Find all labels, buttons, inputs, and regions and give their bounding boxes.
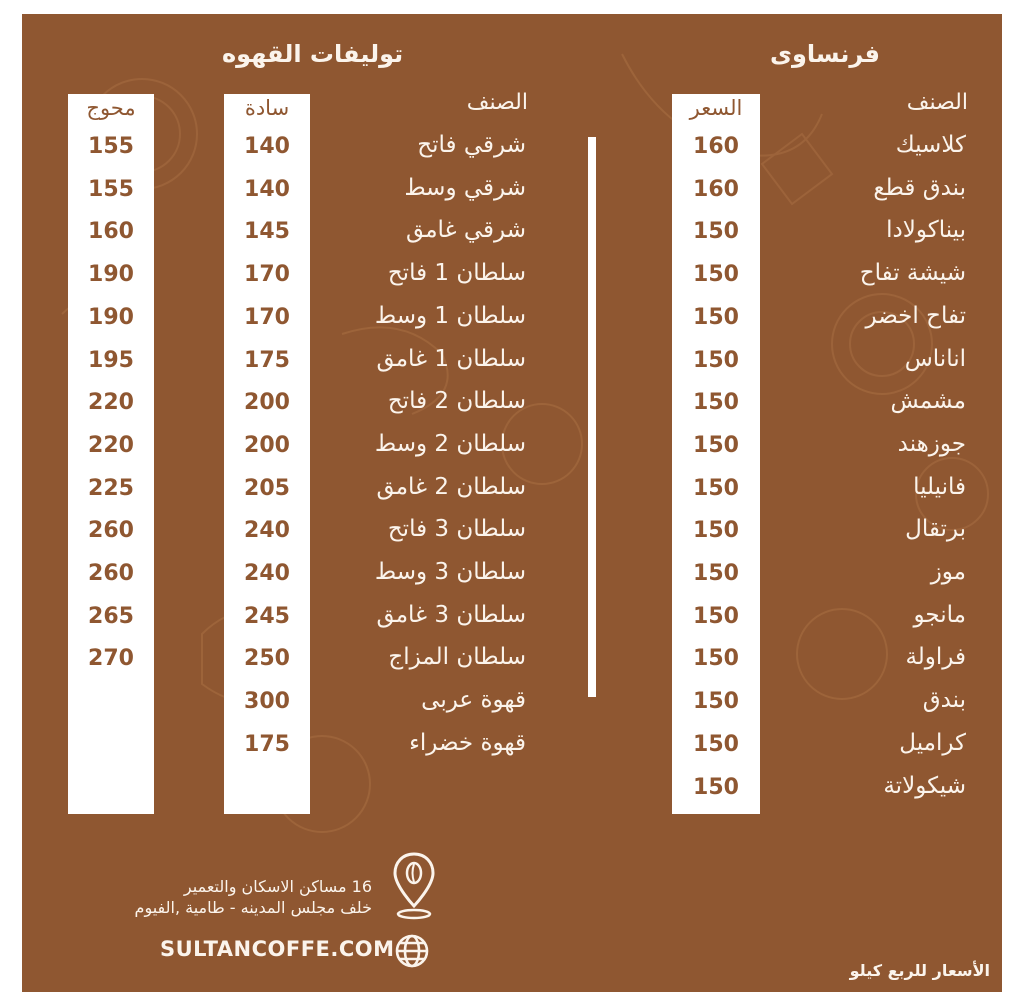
blends-section-title: توليفات القهوه	[222, 40, 404, 68]
french-item-name: تفاح اخضر	[865, 303, 966, 329]
french-item-name: كلاسيك	[895, 132, 966, 158]
french-item-price: 150	[693, 305, 739, 330]
blend-item-name: شرقي غامق	[406, 217, 526, 243]
french-item-name: شيشة تفاح	[859, 260, 966, 286]
french-item-name: مشمش	[890, 388, 966, 414]
french-item-name: فانيليا	[913, 474, 966, 500]
french-item-name: فراولة	[905, 644, 966, 670]
blend-item-name: سلطان 1 فاتح	[387, 260, 526, 286]
blend-plain-price: 175	[244, 348, 290, 373]
french-item-price: 150	[693, 775, 739, 800]
blend-spiced-price: 190	[88, 262, 134, 287]
blend-item-name: سلطان المزاج	[388, 644, 526, 670]
blend-plain-price: 300	[244, 689, 290, 714]
blend-spiced-price: 270	[88, 646, 134, 671]
french-item-price: 150	[693, 219, 739, 244]
blend-spiced-price: 220	[88, 390, 134, 415]
french-item-name: بندق	[922, 687, 966, 713]
blend-item-name: سلطان 2 فاتح	[387, 388, 526, 414]
french-item-name: بندق قطع	[873, 175, 966, 201]
french-item-price: 150	[693, 348, 739, 373]
french-item-price: 160	[693, 177, 739, 202]
french-item-price: 150	[693, 518, 739, 543]
french-item-name: اناناس	[904, 346, 966, 372]
blend-plain-price: 170	[244, 262, 290, 287]
blend-item-name: سلطان 2 غامق	[376, 474, 526, 500]
french-item-price: 160	[693, 134, 739, 159]
blend-spiced-price: 155	[88, 134, 134, 159]
french-item-name: شيكولاتة	[883, 773, 966, 799]
french-section-title: فرنساوى	[769, 40, 880, 68]
blend-spiced-price: 260	[88, 518, 134, 543]
blend-spiced-price: 265	[88, 604, 134, 629]
blend-plain-price: 140	[244, 134, 290, 159]
blend-spiced-price: 160	[88, 219, 134, 244]
blend-plain-price: 145	[244, 219, 290, 244]
french-item-name: موز	[930, 559, 966, 585]
french-item-price: 150	[693, 646, 739, 671]
french-item-price: 150	[693, 604, 739, 629]
blend-plain-price: 245	[244, 604, 290, 629]
blend-item-name: قهوة عربى	[421, 687, 526, 713]
plain-header: سادة	[244, 96, 290, 120]
blend-plain-price: 175	[244, 732, 290, 757]
french-price-header: السعر	[689, 96, 743, 120]
address-line-1: 16 مساكن الاسكان والتعمير	[183, 877, 372, 896]
blend-plain-price: 205	[244, 476, 290, 501]
french-item-name: كراميل	[899, 730, 966, 756]
vertical-divider	[588, 137, 596, 697]
french-item-name: مانجو	[913, 602, 966, 628]
blend-spiced-price: 190	[88, 305, 134, 330]
french-name-header: الصنف	[906, 90, 968, 115]
blend-plain-price: 240	[244, 518, 290, 543]
address-line-2: خلف مجلس المدينه - طامية ,الفيوم	[134, 898, 372, 917]
menu-page	[22, 14, 1002, 992]
blend-spiced-price: 225	[88, 476, 134, 501]
blend-item-name: شرقي فاتح	[417, 132, 526, 158]
blend-item-name: شرقي وسط	[404, 175, 526, 201]
blend-spiced-price: 220	[88, 433, 134, 458]
blend-spiced-price: 155	[88, 177, 134, 202]
french-item-price: 150	[693, 732, 739, 757]
blend-item-name: سلطان 1 وسط	[374, 303, 526, 329]
website-link[interactable]: SULTANCOFFE.COM	[160, 937, 395, 961]
blend-plain-price: 200	[244, 390, 290, 415]
blend-item-name: قهوة خضراء	[409, 730, 526, 756]
blend-plain-price: 240	[244, 561, 290, 586]
globe-icon	[394, 933, 430, 969]
french-item-name: برتقال	[905, 516, 966, 542]
blend-spiced-price: 260	[88, 561, 134, 586]
spiced-header: محوج	[86, 96, 136, 120]
blend-item-name: سلطان 3 غامق	[376, 602, 526, 628]
blend-plain-price: 250	[244, 646, 290, 671]
french-item-name: بيناكولادا	[886, 217, 966, 243]
blends-name-header: الصنف	[466, 90, 528, 115]
french-item-price: 150	[693, 689, 739, 714]
french-item-price: 150	[693, 390, 739, 415]
blend-item-name: سلطان 3 فاتح	[387, 516, 526, 542]
french-item-price: 150	[693, 561, 739, 586]
french-item-price: 150	[693, 433, 739, 458]
blend-plain-price: 200	[244, 433, 290, 458]
french-item-name: جوزهند	[897, 431, 966, 457]
price-footnote: الأسعار للربع كيلو	[849, 961, 990, 980]
location-pin-icon	[392, 850, 436, 922]
french-item-price: 150	[693, 262, 739, 287]
blend-item-name: سلطان 2 وسط	[374, 431, 526, 457]
blend-item-name: سلطان 3 وسط	[374, 559, 526, 585]
blend-spiced-price: 195	[88, 348, 134, 373]
french-item-price: 150	[693, 476, 739, 501]
blend-plain-price: 140	[244, 177, 290, 202]
coffee-sketch-background	[22, 14, 1002, 992]
blend-item-name: سلطان 1 غامق	[376, 346, 526, 372]
blend-plain-price: 170	[244, 305, 290, 330]
